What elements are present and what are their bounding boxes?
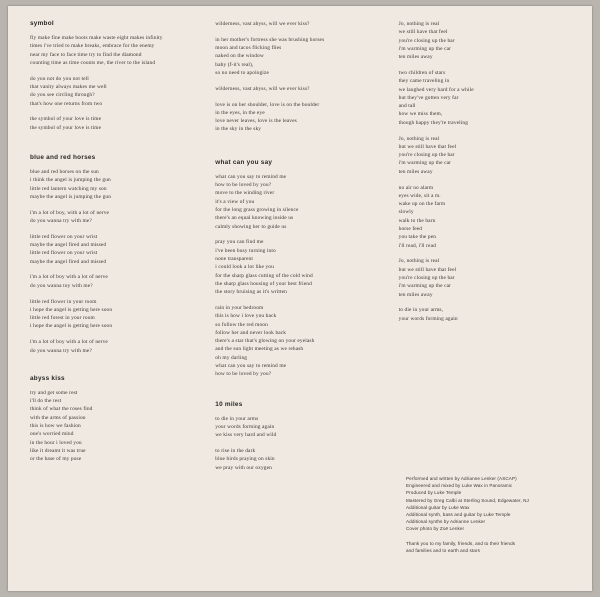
stanza: [30, 298, 215, 331]
lyric-line: and tall: [398, 103, 416, 110]
lyric-line: so follow the red moon: [215, 321, 268, 328]
lyric-line: i'll do the rest: [30, 398, 62, 405]
lyric-line: none transparent: [215, 255, 253, 262]
lyric-line: they came traveling in: [398, 78, 450, 85]
lyric-line: ten miles away: [398, 168, 433, 175]
lyric-line: do you see circling through?: [30, 92, 95, 99]
lyric-line: the symbol of your love is time: [30, 116, 102, 123]
lyric-line: how we miss them,: [398, 111, 443, 118]
lyric-line: do you wanna try with me?: [30, 347, 92, 354]
lyric-line: try and get some rest: [30, 389, 78, 396]
song-title: abyss kiss: [30, 374, 65, 382]
stanza: [30, 273, 215, 290]
lyric-line: in her mother's fortress she was brushing horses: [215, 36, 325, 43]
credit-line: Thank you to my family, friends, and to their friends: [406, 540, 516, 546]
lyric-line: you're closing up the bar: [398, 37, 455, 44]
lyric-line: in the hour i loved you: [30, 439, 82, 446]
lyric-line: love is on her shoulder, love is on the boulder: [215, 101, 320, 108]
credit-line: Additional synth, bass and guitar by Luke Temple: [406, 511, 511, 517]
stanza: [215, 173, 398, 231]
lyric-line: maybe the angel fired and missed: [30, 242, 107, 249]
lyric-line: do you wanna toy with me?: [30, 282, 93, 289]
lyric-line: wake up on the farm: [398, 201, 446, 208]
lyric-line: or the base of my pose: [30, 456, 82, 463]
lyric-line: how to be loved by you?: [215, 182, 272, 189]
lyric-line: i'm warming up the car: [398, 160, 452, 167]
lyric-line: rain in your bedroom: [215, 304, 264, 311]
stanza: [215, 415, 398, 440]
credit-line: Performed and written by Adrianne Lenker (ASCAP): [406, 475, 517, 481]
lyric-line: ten miles away: [398, 54, 433, 61]
lyric-line: what can you say to remind me: [215, 173, 287, 180]
lyric-line: fly make fine make boots make waste eight makes infinity: [30, 35, 163, 41]
lyric-line: i'm a lot of boy with a lot of nerve: [30, 274, 108, 281]
lyric-line: in the sky in the sky: [215, 126, 262, 133]
lyric-line: how to be loved by you?: [215, 371, 272, 378]
song-title: 10 miles: [215, 400, 243, 408]
stanza: [215, 304, 398, 379]
lyric-line: what can you say to remind me: [215, 363, 287, 369]
lyric-line: so no need to apologize: [215, 69, 269, 76]
credit-line: Mastered by Greg Calbi at Sterling Sound, Edgewater, NJ: [406, 497, 529, 503]
stanza: [30, 338, 215, 355]
lyric-line: maybe the angel fired and missed: [30, 258, 107, 265]
lyric-line: Jo, nothing is real: [398, 258, 440, 265]
lyric-line: maybe the angel is jumping the gun: [30, 193, 112, 200]
production-credits: [406, 475, 578, 533]
credit-line: Produced by Luke Temple: [406, 490, 462, 496]
lyric-line: move to the winding river: [215, 190, 275, 197]
lyric-line: i'm warming up the car: [398, 283, 452, 290]
lyric-line: but they've gotten very far: [398, 94, 459, 101]
lyric-line: counting time as time counts me, the river to the island: [30, 59, 156, 66]
credit-line: Additional guitar by Luke Wax: [406, 504, 470, 510]
credit-line: Engineered and mixed by Luke Wax in Panoramic: [406, 483, 513, 489]
lyric-line: baby (f-it's real),: [215, 61, 254, 68]
lyric-line: i could look a lot like you: [215, 264, 274, 271]
lyric-line: the symbol of your love is time: [30, 124, 102, 131]
lyric-line: blue birds praying on skin: [215, 456, 275, 463]
lyric-line: little red flower on your wrist: [30, 233, 98, 240]
stanza: [399, 257, 578, 298]
lyric-line: love never leaves, love is the leaves: [215, 118, 297, 125]
lyrics-column-1: [30, 20, 215, 581]
lyric-line: oh my darling: [215, 354, 248, 361]
lyric-line: no air no alarm: [398, 184, 434, 191]
song-block: [399, 20, 578, 323]
lyric-line: two children of stars: [398, 69, 446, 76]
lyric-line: follow her and never look back: [215, 329, 287, 336]
stanza: [399, 20, 578, 61]
lyric-line: the sharp glass housing of your best friend: [215, 280, 312, 287]
song-block: [215, 401, 398, 472]
song-block: [30, 375, 215, 464]
lyrics-column-2: [215, 20, 398, 581]
stanza: [30, 233, 215, 266]
lyric-line: to rise in the dark: [215, 447, 256, 454]
lyric-line: with the arms of passion: [30, 414, 86, 421]
stanza: [30, 168, 215, 201]
lyric-line: i think the angel is jumping the gun: [30, 177, 111, 184]
stanza: [215, 238, 398, 296]
lyric-line: i'm warming up the car: [398, 45, 452, 52]
lyric-line: i've been busy turning into: [215, 247, 276, 254]
lyric-line: horse feed: [398, 226, 423, 233]
lyric-line: we kiss very hard and wild: [215, 432, 277, 439]
lyric-line: like it dreamt it was true: [30, 447, 86, 454]
credit-line: and families and to earth and stars: [406, 547, 480, 553]
lyric-line: little red flower in your room: [30, 298, 97, 305]
stanza: [215, 36, 398, 77]
stanza: [215, 101, 398, 134]
stanza: [30, 389, 215, 464]
lyric-line: one's worried mind: [30, 431, 74, 438]
stanza: [215, 447, 398, 472]
lyric-line: that's how one returns from two: [30, 100, 103, 107]
lyric-line: this is how we fashion: [30, 423, 81, 429]
stanza: [215, 20, 398, 28]
lyric-line: walk to the barn: [398, 217, 436, 224]
lyric-line: you take the pen: [398, 234, 437, 241]
lyric-line: we laughed very hard for a while: [398, 86, 474, 93]
lyric-line: and the sun light meeting as we rehash: [215, 346, 304, 353]
lyric-line: times i've tried to make breaks, embrace for the enemy: [30, 43, 155, 50]
stanza: [399, 184, 578, 250]
stanza: [215, 85, 398, 93]
lyric-line: to die in your arms: [215, 415, 259, 422]
stanza: [399, 135, 578, 176]
lyric-line: pray you can find me: [215, 239, 264, 246]
lyric-line: in the eyes, in the eye: [215, 109, 265, 116]
song-block: [30, 154, 215, 355]
lyric-line: i'm a lot of boy with a lot of nerve: [30, 339, 108, 346]
song-title: what can you say: [215, 158, 273, 166]
stanza: [30, 75, 215, 108]
lyric-line: i hope the angel is getting here soon: [30, 323, 113, 330]
lyric-line: though happy they're traveling: [398, 119, 469, 126]
stanza: [399, 69, 578, 127]
lyric-line: do you wanna try with me?: [30, 217, 92, 224]
thank-you-note: [406, 540, 578, 554]
song-block: [30, 20, 215, 132]
lyric-line: eyes wide, sit a m.: [398, 192, 441, 199]
lyric-line: think of what the roses find: [30, 406, 93, 413]
lyric-line: you're closing up the bar: [398, 152, 455, 159]
song-title: symbol: [30, 20, 54, 27]
lyric-line: you're closing up the bar: [398, 275, 455, 282]
lyric-line: little red flower on your wrist: [30, 250, 98, 257]
lyric-line: for the sharp glass cutting of the cold wind: [215, 272, 313, 279]
song-title: blue and red horses: [30, 153, 96, 161]
lyric-line: i'm a lot of boy, with a lot of nerve: [30, 209, 110, 216]
lyric-line: little red forest in your room: [30, 315, 95, 322]
stanza: [30, 115, 215, 132]
lyrics-layout: [30, 20, 578, 581]
stanza: [399, 306, 578, 323]
lyric-line: there's a star that's glowing on your eyelash: [215, 338, 315, 345]
lyric-line: moon and tacos flicking flies: [215, 45, 282, 52]
song-block: [215, 159, 398, 379]
lyric-line: wilderness, vast abyss, will we ever kiss?: [215, 21, 310, 27]
lyric-line: Jo, nothing is real: [398, 21, 440, 27]
lyrics-columns: [30, 20, 578, 581]
credit-line: Additional synths by Adrianne Lenker: [406, 519, 486, 525]
lyric-line: that vanity always makes me well: [30, 83, 107, 90]
lyric-line: i'll read, i'll read: [398, 242, 436, 249]
lyric-line: ten miles away: [398, 291, 433, 298]
lyric-line: but we still have that feel: [398, 143, 457, 150]
credits-block: [406, 475, 578, 561]
lyric-line: we pray with our oxygen: [215, 464, 272, 471]
lyric-line: calmly showing her to guide us: [215, 223, 287, 230]
credit-line: Cover photo by Zoë Lenker: [406, 526, 465, 532]
lyric-line: little red lantern watching my son: [30, 185, 107, 192]
lyric-line: to die in your arms,: [398, 307, 444, 314]
lyric-line: do you not do you not tell: [30, 75, 89, 82]
lyric-line: slowly: [398, 209, 414, 216]
lyric-line: it's a view of you: [215, 198, 255, 205]
lyric-line: naked on the window: [215, 53, 264, 60]
song-block: [215, 20, 398, 134]
lyric-line: there's an equal knowing inside us: [215, 215, 294, 222]
lyric-line: i hope the angel is getting here soon: [30, 306, 113, 313]
lyrics-column-3: [399, 20, 578, 581]
lyric-line: the story bruising as it's written: [215, 289, 287, 296]
lyric-line: your words forming again: [398, 315, 458, 322]
stanza: [30, 209, 215, 226]
stanza: [30, 34, 215, 67]
lyric-line: wilderness, vast abyss, will we ever kiss?: [215, 85, 310, 92]
lyric-line: we still have that feel: [398, 29, 448, 36]
lyric-line: for the long grass growing in silence: [215, 206, 299, 213]
lyric-line: blue and red horses on the sun: [30, 168, 99, 175]
lyric-line: this is how i love you back: [215, 313, 277, 320]
lyric-line: near my face to face time try to find the diamond: [30, 51, 142, 58]
record-sleeve: [8, 6, 592, 591]
lyric-line: your words forming again: [215, 423, 275, 430]
lyric-line: Jo, nothing is real: [398, 135, 440, 142]
lyric-line: but we still have that feel: [398, 266, 457, 273]
